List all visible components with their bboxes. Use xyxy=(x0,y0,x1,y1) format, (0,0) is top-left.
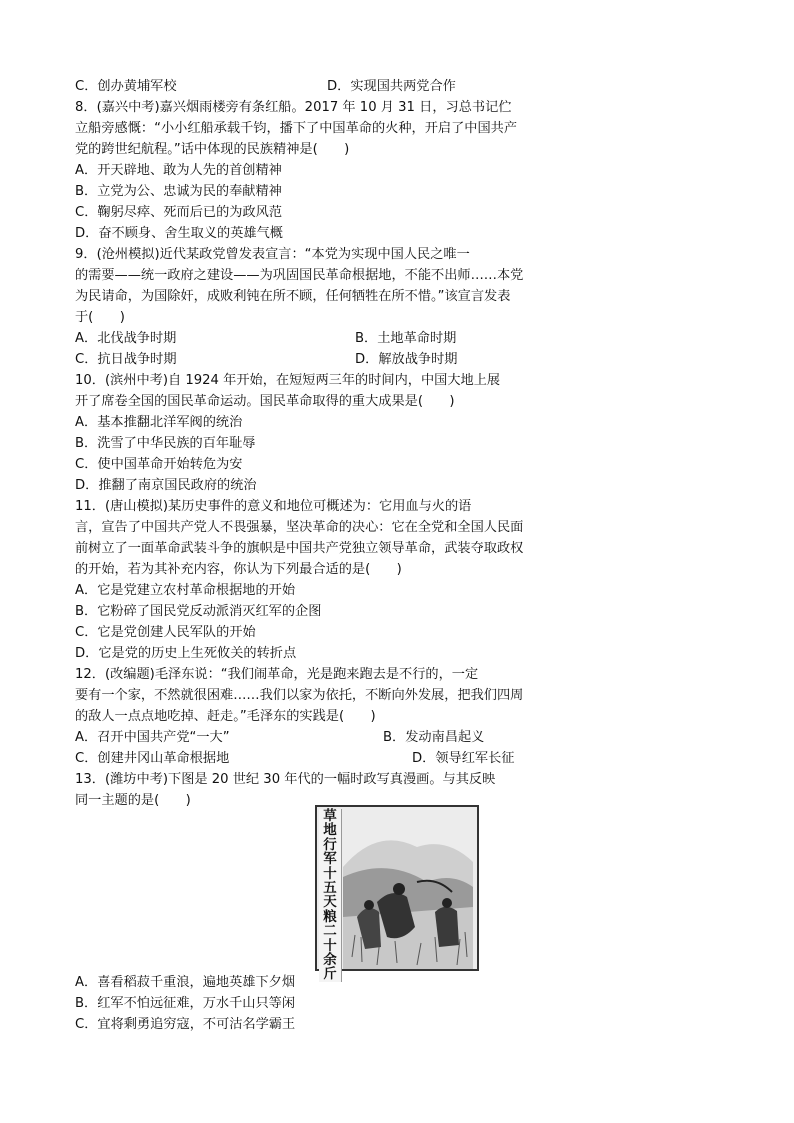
q11-stem-line4: 的开始，若为其补充内容，你认为下列最合适的是( ) xyxy=(75,562,402,577)
political-cartoon-image xyxy=(315,805,479,983)
q12-option-a: A．召开中国共产党“一大” xyxy=(75,730,230,745)
q8-option-c: C．鞠躬尽瘁、死而后已的为政风范 xyxy=(75,205,283,220)
q8-stem-line3: 党的跨世纪航程。”话中体现的民族精神是( ) xyxy=(75,142,350,157)
q13-option-c: C．宜将剩勇追穷寇，不可沽名学霸王 xyxy=(75,1017,296,1032)
q8-option-a: A．开天辟地、敢为人先的首创精神 xyxy=(75,163,282,178)
q9-stem-line1: 9．(沧州模拟)近代某政党曾发表宣言：“本党为实现中国人民之唯一 xyxy=(75,247,470,262)
q8-stem-line1: 8．(嘉兴中考)嘉兴烟雨楼旁有条红船。2017 年 10 月 31 日，习总书记伫 xyxy=(75,100,512,115)
q11-stem-line2: 言，宣告了中国共产党人不畏强暴，坚决革命的决心：它在全党和全国人民面 xyxy=(75,520,524,535)
q11-stem-line3: 前树立了一面革命武装斗争的旗帜是中国共产党独立领导革命，武装夺取政权 xyxy=(75,541,524,556)
q9-stem-line3: 为民请命，为国除奸，成败利钝在所不顾，任何牺牲在所不惜。”该宣言发表 xyxy=(75,289,511,304)
cartoon-caption: 草地行军十五天粮二十余斤 xyxy=(319,809,342,982)
q10-option-a: A．基本推翻北洋军阀的统治 xyxy=(75,415,243,430)
q8-stem-line2: 立船旁感慨：“小小红船承载千钧，播下了中国革命的火种，开启了中国共产 xyxy=(75,121,518,136)
q11-option-a: A．它是党建立农村革命根据地的开始 xyxy=(75,583,296,598)
q13-option-a: A．喜看稻菽千重浪，遍地英雄下夕烟 xyxy=(75,975,296,990)
q11-option-d: D．它是党的历史上生死攸关的转折点 xyxy=(75,646,297,661)
q12-option-b: B．发动南昌起义 xyxy=(383,730,485,745)
q10-option-d: D．推翻了南京国民政府的统治 xyxy=(75,478,257,493)
q12-option-d: D．领导红军长征 xyxy=(412,751,515,766)
q11-stem-line1: 11．(唐山模拟)某历史事件的意义和地位可概述为：它用血与火的语 xyxy=(75,499,472,514)
q9-option-b: B．土地革命时期 xyxy=(355,331,457,346)
q10-option-b: B．洗雪了中华民族的百年耻辱 xyxy=(75,436,256,451)
q10-option-c: C．使中国革命开始转危为安 xyxy=(75,457,243,472)
q12-option-c: C．创建井冈山革命根据地 xyxy=(75,751,230,766)
q9-option-a: A．北伐战争时期 xyxy=(75,331,177,346)
q11-option-b: B．它粉碎了国民党反动派消灭红军的企图 xyxy=(75,604,322,619)
q12-stem-line1: 12．(改编题)毛泽东说：“我们闹革命，光是跑来跑去是不行的，一定 xyxy=(75,667,479,682)
q13-stem-line1: 13．(潍坊中考)下图是 20 世纪 30 年代的一幅时政写真漫画。与其反映 xyxy=(75,772,496,787)
q9-stem-line2: 的需要——统一政府之建设——为巩固国民革命根据地，不能不出师……本党 xyxy=(75,268,524,283)
q9-option-d: D．解放战争时期 xyxy=(355,352,458,367)
q7-option-d: D．实现国共两党合作 xyxy=(327,79,456,94)
q10-stem-line2: 开了席卷全国的国民革命运动。国民革命取得的重大成果是( ) xyxy=(75,394,455,409)
q9-stem-line4: 于( ) xyxy=(75,310,125,325)
q11-option-c: C．它是党创建人民军队的开始 xyxy=(75,625,256,640)
q13-stem-line2: 同一主题的是( ) xyxy=(75,793,191,808)
q7-option-c: C．创办黄埔军校 xyxy=(75,79,177,94)
q12-stem-line2: 要有一个家，不然就很困难……我们以家为依托，不断向外发展，把我们四周 xyxy=(75,688,524,703)
q13-option-b: B．红军不怕远征难，万水千山只等闲 xyxy=(75,996,296,1011)
q10-stem-line1: 10．(滨州中考)自 1924 年开始，在短短两三年的时间内，中国大地上展 xyxy=(75,373,501,388)
q9-option-c: C．抗日战争时期 xyxy=(75,352,177,367)
q8-option-d: D．奋不顾身、舍生取义的英雄气概 xyxy=(75,226,283,241)
q12-stem-line3: 的敌人一点点地吃掉、赶走。”毛泽东的实践是( ) xyxy=(75,709,376,724)
q8-option-b: B．立党为公、忠诚为民的奉献精神 xyxy=(75,184,282,199)
